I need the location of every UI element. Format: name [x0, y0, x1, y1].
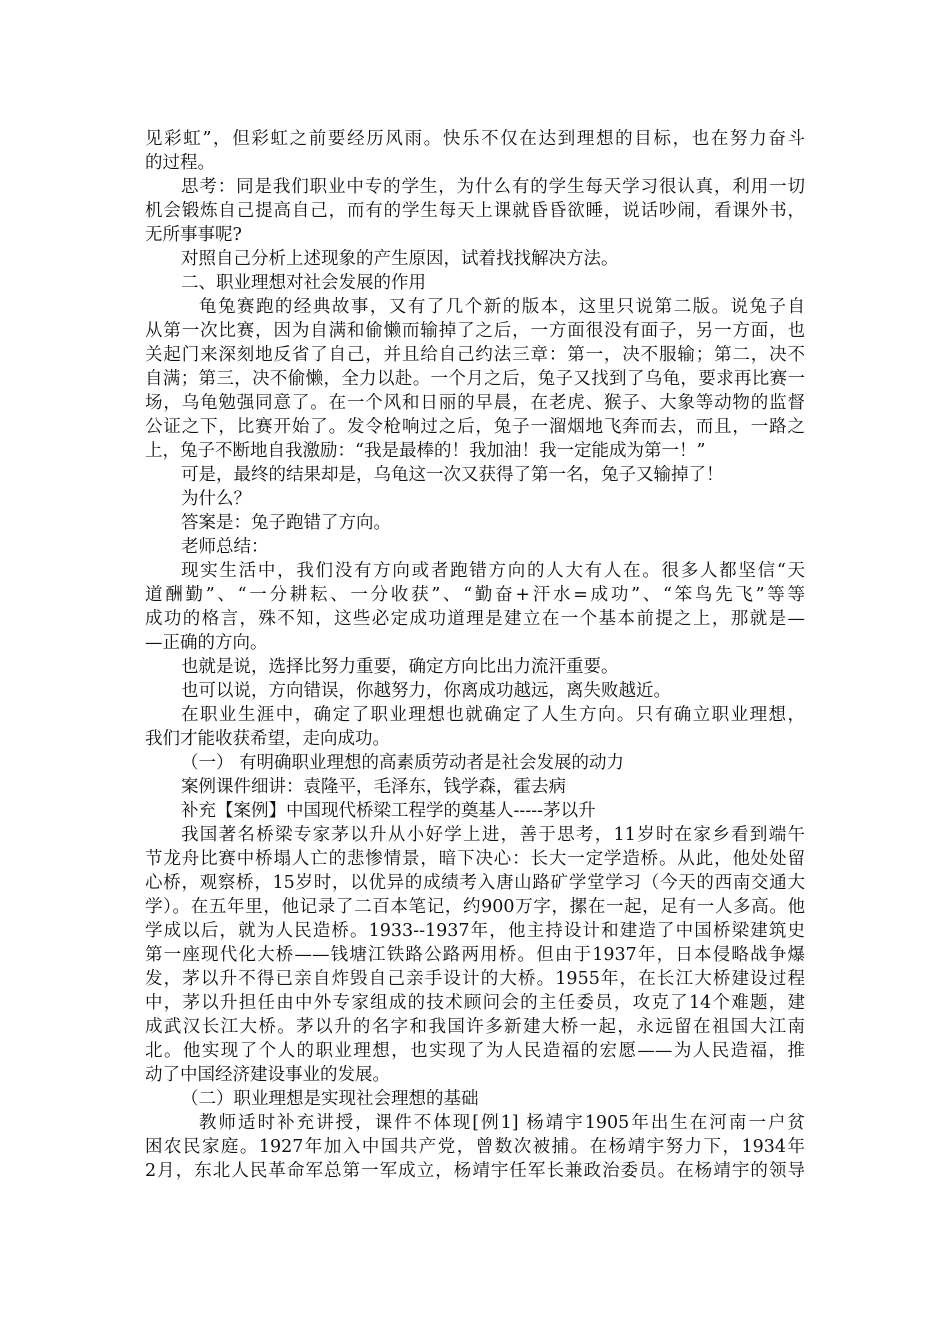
text-line: 公证之下，比赛开始了。发令枪响过之后，兔子一溜烟地飞奔而去，而且，一路之 [145, 417, 805, 437]
text-line: 思考：同是我们职业中专的学生，为什么有的学生每天学习很认真，利用一切 [181, 177, 805, 197]
section-heading: （一） 有明确职业理想的高素质劳动者是社会发展的动力 [181, 753, 625, 773]
section-heading: 二、职业理想对社会发展的作用 [181, 273, 426, 293]
text-line: 我们才能收获希望，走向成功。 [145, 729, 390, 749]
text-line: 案例课件细讲：袁隆平，毛泽东，钱学森，霍去病 [181, 777, 566, 797]
text-line: 上，兔子不断地自我激励：“我是最棒的！我加油！我一定能成为第一！” [145, 441, 706, 461]
text-line: 答案是：兔子跑错了方向。 [181, 513, 391, 533]
text-line: 在职业生涯中，确定了职业理想也就确定了人生方向。只有确立职业理想， [181, 705, 805, 725]
text-line: —正确的方向。 [145, 633, 268, 653]
text-line: 第一座现代化大桥——钱塘江铁路公路两用桥。但由于1937年，日本侵略战争爆 [145, 945, 805, 965]
text-line: 也可以说，方向错误，你越努力，你离成功越远，离失败越近。 [181, 681, 671, 701]
text-line: 道酬勤”、“一分耕耘、一分收获”、“勤奋+汗水=成功”、“笨鸟先飞”等等 [145, 585, 805, 605]
text-line: 补充【案例】中国现代桥梁工程学的奠基人-----茅以升 [181, 801, 596, 821]
text-line: 场，乌龟勉强同意了。在一个风和日丽的早晨，在老虎、猴子、大象等动物的监督 [145, 393, 805, 413]
text-line: 的过程。 [145, 153, 215, 173]
text-line: 也就是说，选择比努力重要，确定方向比出力流汗重要。 [181, 657, 619, 677]
text-line: 无所事事呢? [145, 225, 242, 245]
text-line: 从第一次比赛，因为自满和偷懒而输掉了之后，一方面很没有面子，另一方面，也 [145, 321, 805, 341]
text-line: 可是，最终的结果却是，乌龟这一次又获得了第一名，兔子又输掉了！ [181, 465, 724, 485]
text-line: 成武汉长江大桥。茅以升的名字和我国许多新建大桥一起，永远留在祖国大江南 [145, 1017, 805, 1037]
text-line: 我国著名桥梁专家茅以升从小好学上进，善于思考，11岁时在家乡看到端午 [181, 825, 805, 845]
text-line: 成功的格言，殊不知，这些必定成功道理是建立在一个基本前提之上，那就是— [145, 609, 805, 629]
text-line: 学）。在五年里，他记录了二百本笔记，约900万字，摞在一起，足有一人多高。他 [145, 897, 805, 917]
text-line: 动了中国经济建设事业的发展。 [145, 1065, 390, 1085]
text-line: 2月，东北人民革命军总第一军成立，杨靖宇任军长兼政治委员。在杨靖宇的领导 [145, 1161, 805, 1181]
text-line: 龟兔赛跑的经典故事，又有了几个新的版本，这里只说第二版。说兔子自 [199, 297, 805, 317]
text-line: 北。他实现了个人的职业理想，也实现了为人民造福的宏愿——为人民造福，推 [145, 1041, 805, 1061]
text-line: 为什么？ [181, 489, 251, 509]
text-line: 见彩虹”，但彩虹之前要经历风雨。快乐不仅在达到理想的目标，也在努力奋斗 [145, 129, 805, 149]
text-line: 自满；第三，决不偷懒，全力以赴。一个月之后，兔子又找到了乌龟，要求再比赛一 [145, 369, 805, 389]
text-line: 困农民家庭。1927年加入中国共产党，曾数次被捕。在杨靖宇努力下，1934年 [145, 1137, 805, 1157]
text-line: 对照自己分析上述现象的产生原因，试着找找解决方法。 [181, 249, 619, 269]
text-line: 机会锻炼自己提高自己，而有的学生每天上课就昏昏欲睡，说话吵闹，看课外书， [145, 201, 805, 221]
text-line: 教师适时补充讲授，课件不体现[例1] 杨靖宇1905年出生在河南一户贫 [199, 1113, 805, 1133]
text-line: 发，茅以升不得已亲自炸毁自己亲手设计的大桥。1955年，在长江大桥建设过程 [145, 969, 805, 989]
text-line: 节龙舟比赛中桥塌人亡的悲惨情景，暗下决心：长大一定学造桥。从此，他处处留 [145, 849, 805, 869]
text-line: 中，茅以升担任由中外专家组成的技术顾问会的主任委员，攻克了14个难题，建 [145, 993, 805, 1013]
text-line: 心桥，观察桥，15岁时，以优异的成绩考入唐山路矿学堂学习（今天的西南交通大 [145, 873, 805, 893]
text-line: 关起门来深刻地反省了自己，并且给自己约法三章：第一，决不服输；第二，决不 [145, 345, 805, 365]
section-heading: （二）职业理想是实现社会理想的基础 [181, 1089, 479, 1109]
text-line: 老师总结： [181, 537, 269, 557]
text-line: 现实生活中，我们没有方向或者跑错方向的人大有人在。很多人都坚信“天 [181, 561, 805, 581]
text-line: 学成以后，就为人民造桥。1933--1937年，他主持设计和建造了中国桥梁建筑史 [145, 921, 805, 941]
